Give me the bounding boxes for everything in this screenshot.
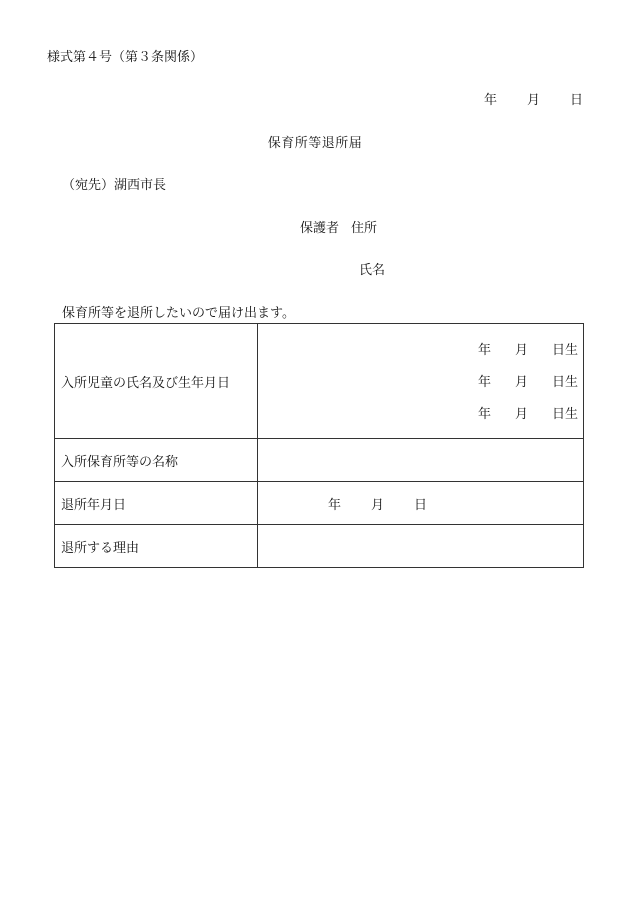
guardian-label: 保護者	[300, 221, 340, 236]
birth-date-line	[478, 375, 578, 391]
birth-day-label: 日生	[552, 343, 579, 358]
guardian-address-line	[300, 221, 377, 237]
form-number: 様式第４号（第３条関係）	[47, 50, 204, 65]
date-year-label: 年	[484, 93, 498, 108]
table-row-children	[55, 324, 584, 439]
birth-day-label: 日生	[552, 407, 579, 422]
children-label: 入所児童の氏名及び生年月日	[55, 324, 258, 439]
birth-month-label: 月	[515, 407, 529, 422]
withdrawal-day-label: 日	[414, 497, 428, 513]
birth-date-line	[478, 407, 578, 423]
withdrawal-date-label: 退所年月日	[55, 482, 258, 525]
date-day-label: 日	[570, 93, 584, 108]
nursery-name-label: 入所保育所等の名称	[55, 439, 258, 482]
withdrawal-form-table	[54, 323, 584, 568]
birth-date-line	[478, 343, 578, 359]
children-name-birth-field[interactable]	[258, 324, 584, 439]
statement: 保育所等を退所したいので届け出ます。	[62, 306, 295, 321]
birth-month-label: 月	[515, 343, 529, 358]
date-month-label: 月	[527, 93, 541, 108]
submission-date	[484, 93, 583, 109]
document-title: 保育所等退所届	[267, 136, 363, 151]
birth-day-label: 日生	[552, 375, 579, 390]
guardian-name-label: 氏名	[359, 263, 386, 278]
table-row-nursery	[55, 439, 584, 482]
addressee: （宛先）湖西市長	[62, 178, 167, 193]
withdrawal-date-field[interactable]	[258, 482, 584, 525]
birth-year-label: 年	[478, 375, 492, 390]
table-row-withdrawal-date	[55, 482, 584, 525]
reason-field[interactable]	[258, 525, 584, 568]
birth-year-label: 年	[478, 407, 492, 422]
birth-year-label: 年	[478, 343, 492, 358]
guardian-address-label: 住所	[351, 221, 378, 236]
withdrawal-month-label: 月	[371, 497, 385, 513]
birth-month-label: 月	[515, 375, 529, 390]
table-row-reason	[55, 525, 584, 568]
nursery-name-field[interactable]	[258, 439, 584, 482]
reason-label: 退所する理由	[55, 525, 258, 568]
withdrawal-year-label: 年	[328, 497, 342, 513]
